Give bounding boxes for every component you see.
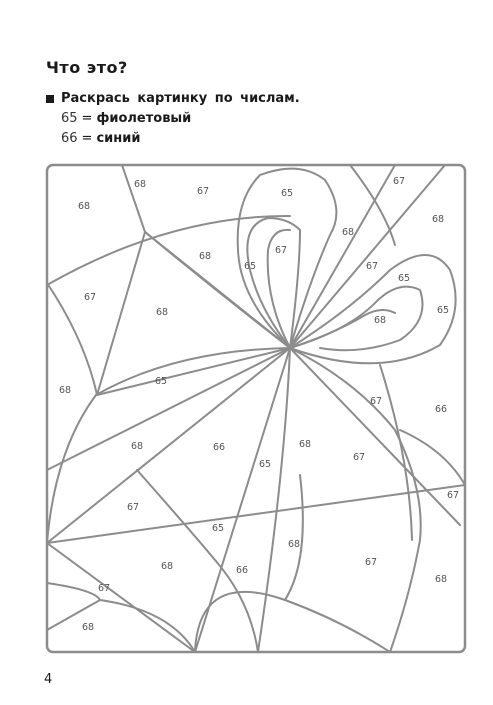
region-number-label: 65 xyxy=(243,261,257,272)
key-number: 65 xyxy=(61,111,78,126)
region-number-label: 66 xyxy=(212,442,226,453)
region-number-label: 68 xyxy=(298,439,312,450)
region-number-label: 68 xyxy=(341,227,355,238)
region-number-label: 68 xyxy=(77,201,91,212)
instruction-text: Раскрась картинку по числам. xyxy=(61,91,300,106)
region-labels xyxy=(59,176,459,633)
region-number-label: 67 xyxy=(126,502,140,513)
region-number-label: 67 xyxy=(365,261,379,272)
key-equals: = xyxy=(81,131,93,146)
key-color-name: фиолетовый xyxy=(96,111,192,126)
region-number-label: 68 xyxy=(81,622,95,633)
region-number-label: 66 xyxy=(235,565,249,576)
region-number-label: 65 xyxy=(280,188,294,199)
page-number: 4 xyxy=(44,672,53,687)
region-number-label: 68 xyxy=(431,214,445,225)
region-number-label: 68 xyxy=(373,315,387,326)
region-number-label: 65 xyxy=(258,459,272,470)
region-number-label: 67 xyxy=(364,557,378,568)
region-number-label: 68 xyxy=(160,561,174,572)
region-number-label: 67 xyxy=(392,176,406,187)
page-title: Что это? xyxy=(46,58,128,77)
region-number-label: 65 xyxy=(154,376,168,387)
region-number-label: 67 xyxy=(369,396,383,407)
region-number-label: 65 xyxy=(397,273,411,284)
picture-frame xyxy=(47,165,465,652)
region-number-label: 65 xyxy=(436,305,450,316)
key-number: 66 xyxy=(61,131,78,146)
region-number-label: 68 xyxy=(434,574,448,585)
region-number-label: 68 xyxy=(287,539,301,550)
region-number-label: 67 xyxy=(352,452,366,463)
region-number-label: 68 xyxy=(155,307,169,318)
region-number-label: 67 xyxy=(274,245,288,256)
region-number-label: 67 xyxy=(446,490,460,501)
region-number-label: 67 xyxy=(83,292,97,303)
region-number-label: 67 xyxy=(196,186,210,197)
picture-outlines xyxy=(47,165,465,652)
key-equals: = xyxy=(81,111,93,126)
region-number-label: 65 xyxy=(211,523,225,534)
region-number-label: 68 xyxy=(133,179,147,190)
region-number-label: 67 xyxy=(97,583,111,594)
region-number-label: 68 xyxy=(130,441,144,452)
key-color-name: синий xyxy=(96,131,141,146)
region-number-label: 66 xyxy=(434,404,448,415)
region-number-label: 68 xyxy=(58,385,72,396)
region-number-label: 68 xyxy=(198,251,212,262)
